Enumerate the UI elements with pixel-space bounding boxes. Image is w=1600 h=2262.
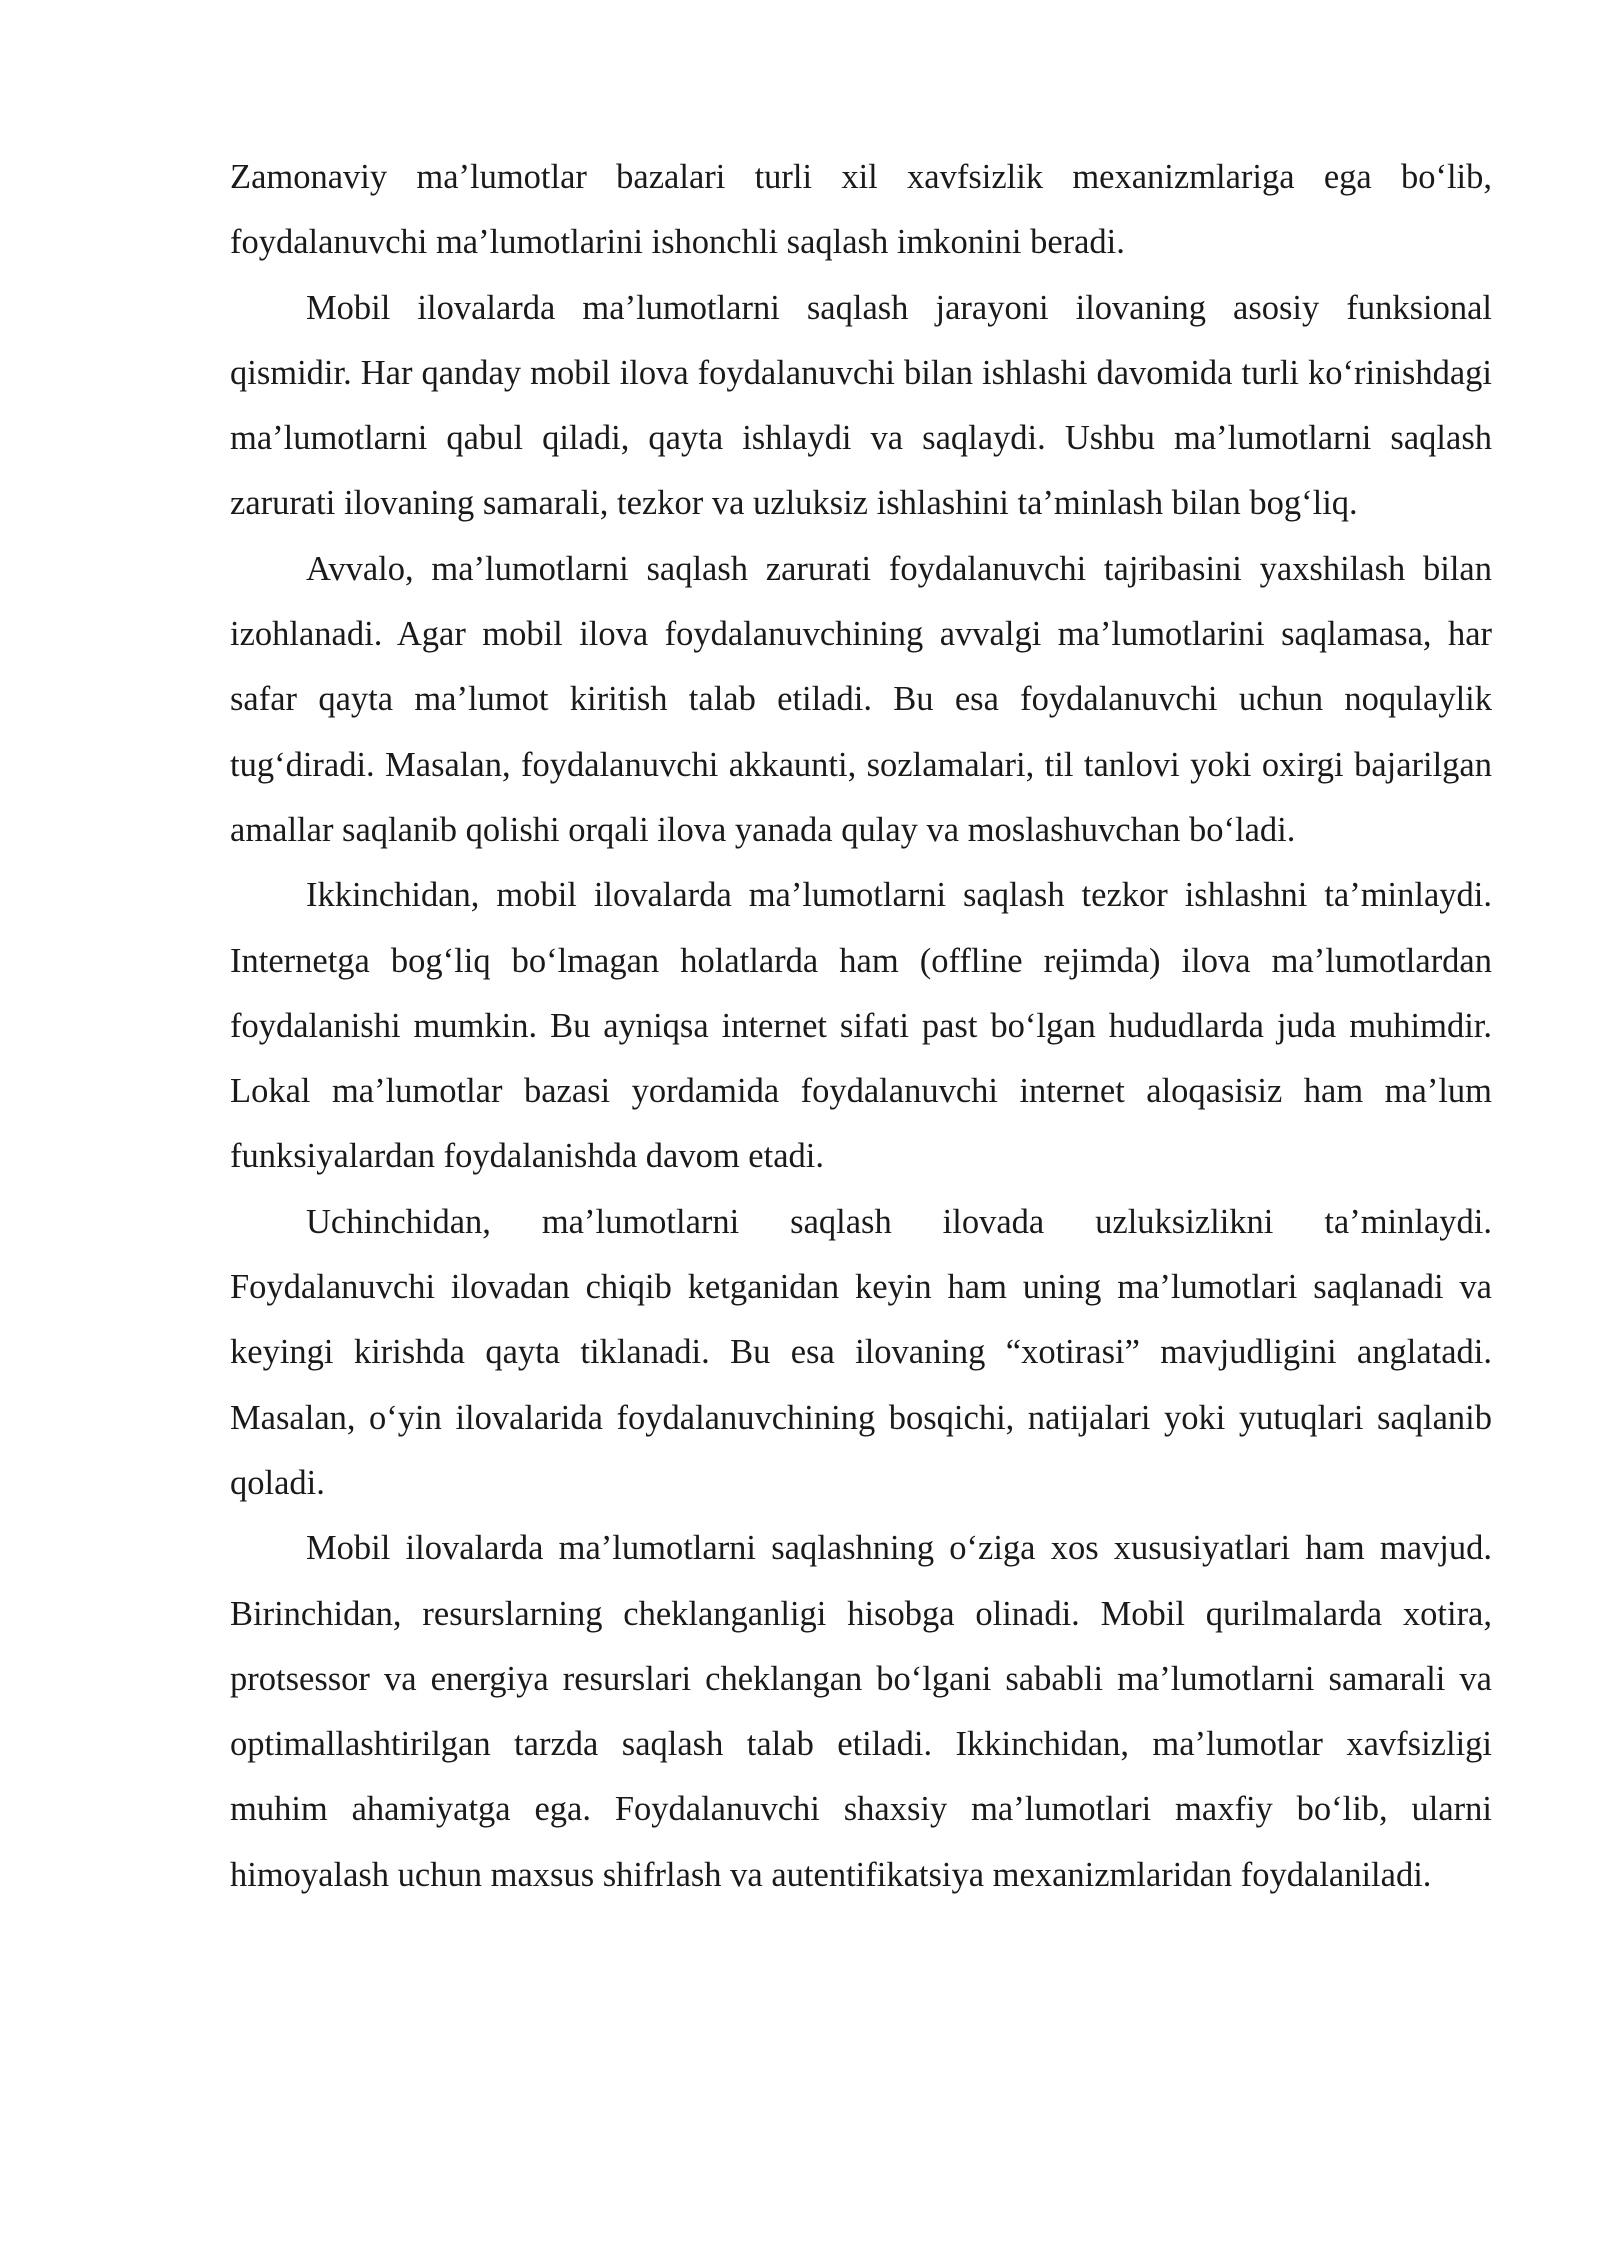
document-body bbox=[230, 145, 1492, 1908]
paragraph-user-experience: Avvalo, ma’lumotlarni saqlash zarurati foydalanuvchi tajribasini yaxshilash bilan izohlanadi. Agar mobil ilova foydalanuvchining avvalgi ma’lumotlarini saqlamasa, har safar qayta ma’lumot kiritish talab etiladi. Bu esa foydalanuvchi uchun noqulaylik tug‘diradi. Masalan, foydalanuvchi akkaunti, sozlamalari, til tanlovi yoki oxirgi bajarilgan amallar saqlanib qolishi orqali ilova yanada qulay va moslashuvchan bo‘ladi. bbox=[230, 549, 1492, 849]
paragraph-continuation: Zamonaviy ma’lumotlar bazalari turli xil xavfsizlik mexanizmlariga ega bo‘lib, foydalanuvchi ma’lumotlarini ishonchli saqlash imkonini beradi. bbox=[230, 158, 1492, 262]
paragraph-continuity: Uchinchidan, ma’lumotlarni saqlash ilovada uzluksizlikni ta’minlaydi. Foydalanuvchi ilovadan chiqib ketganidan keyin ham uning ma’lumotlari saqlanadi va keyingi kirishda qayta tiklanadi. Bu esa ilovaning “xotirasi” mavjudligini anglatadi. Masalan, o‘yin ilovalarida foydalanuvchining bosqichi, natijalari yoki yutuqlari saqlanib qoladi. bbox=[230, 1202, 1492, 1502]
paragraph-data-storage-process: Mobil ilovalarda ma’lumotlarni saqlash jarayoni ilovaning asosiy funksional qismidir. Har qanday mobil ilova foydalanuvchi bilan ishlashi davomida turli ko‘rinishdagi ma’lumotlarni qabul qiladi, qayta ishlaydi va saqlaydi. Ushbu ma’lumotlarni saqlash zarurati ilovaning samarali, tezkor va uzluksiz ishlashini ta’minlash bilan bog‘liq. bbox=[230, 288, 1492, 523]
paragraph-fast-operation: Ikkinchidan, mobil ilovalarda ma’lumotlarni saqlash tezkor ishlashni ta’minlaydi. Internetga bog‘liq bo‘lmagan holatlarda ham (offline rejimda) ilova ma’lumotlardan foydalanishi mumkin. Bu ayniqsa internet sifati past bo‘lgan hududlarda juda muhimdir. Lokal ma’lumotlar bazasi yordamida foydalanuvchi internet aloqasisiz ham ma’lum funksiyalardan foydalanishda davom etadi. bbox=[230, 876, 1492, 1176]
paragraph-storage-features: Mobil ilovalarda ma’lumotlarni saqlashning o‘ziga xos xususiyatlari ham mavjud. Birinchidan, resurslarning cheklanganligi hisobga olinadi. Mobil qurilmalarda xotira, protsessor va energiya resurslari cheklangan bo‘lgani sababli ma’lumotlarni samarali va optimallashtirilgan tarzda saqlash talab etiladi. Ikkinchidan, ma’lumotlar xavfsizligi muhim ahamiyatga ega. Foydalanuvchi shaxsiy ma’lumotlari maxfiy bo‘lib, ularni himoyalash uchun maxsus shifrlash va autentifikatsiya mexanizmlaridan foydalaniladi. bbox=[230, 1529, 1492, 1894]
